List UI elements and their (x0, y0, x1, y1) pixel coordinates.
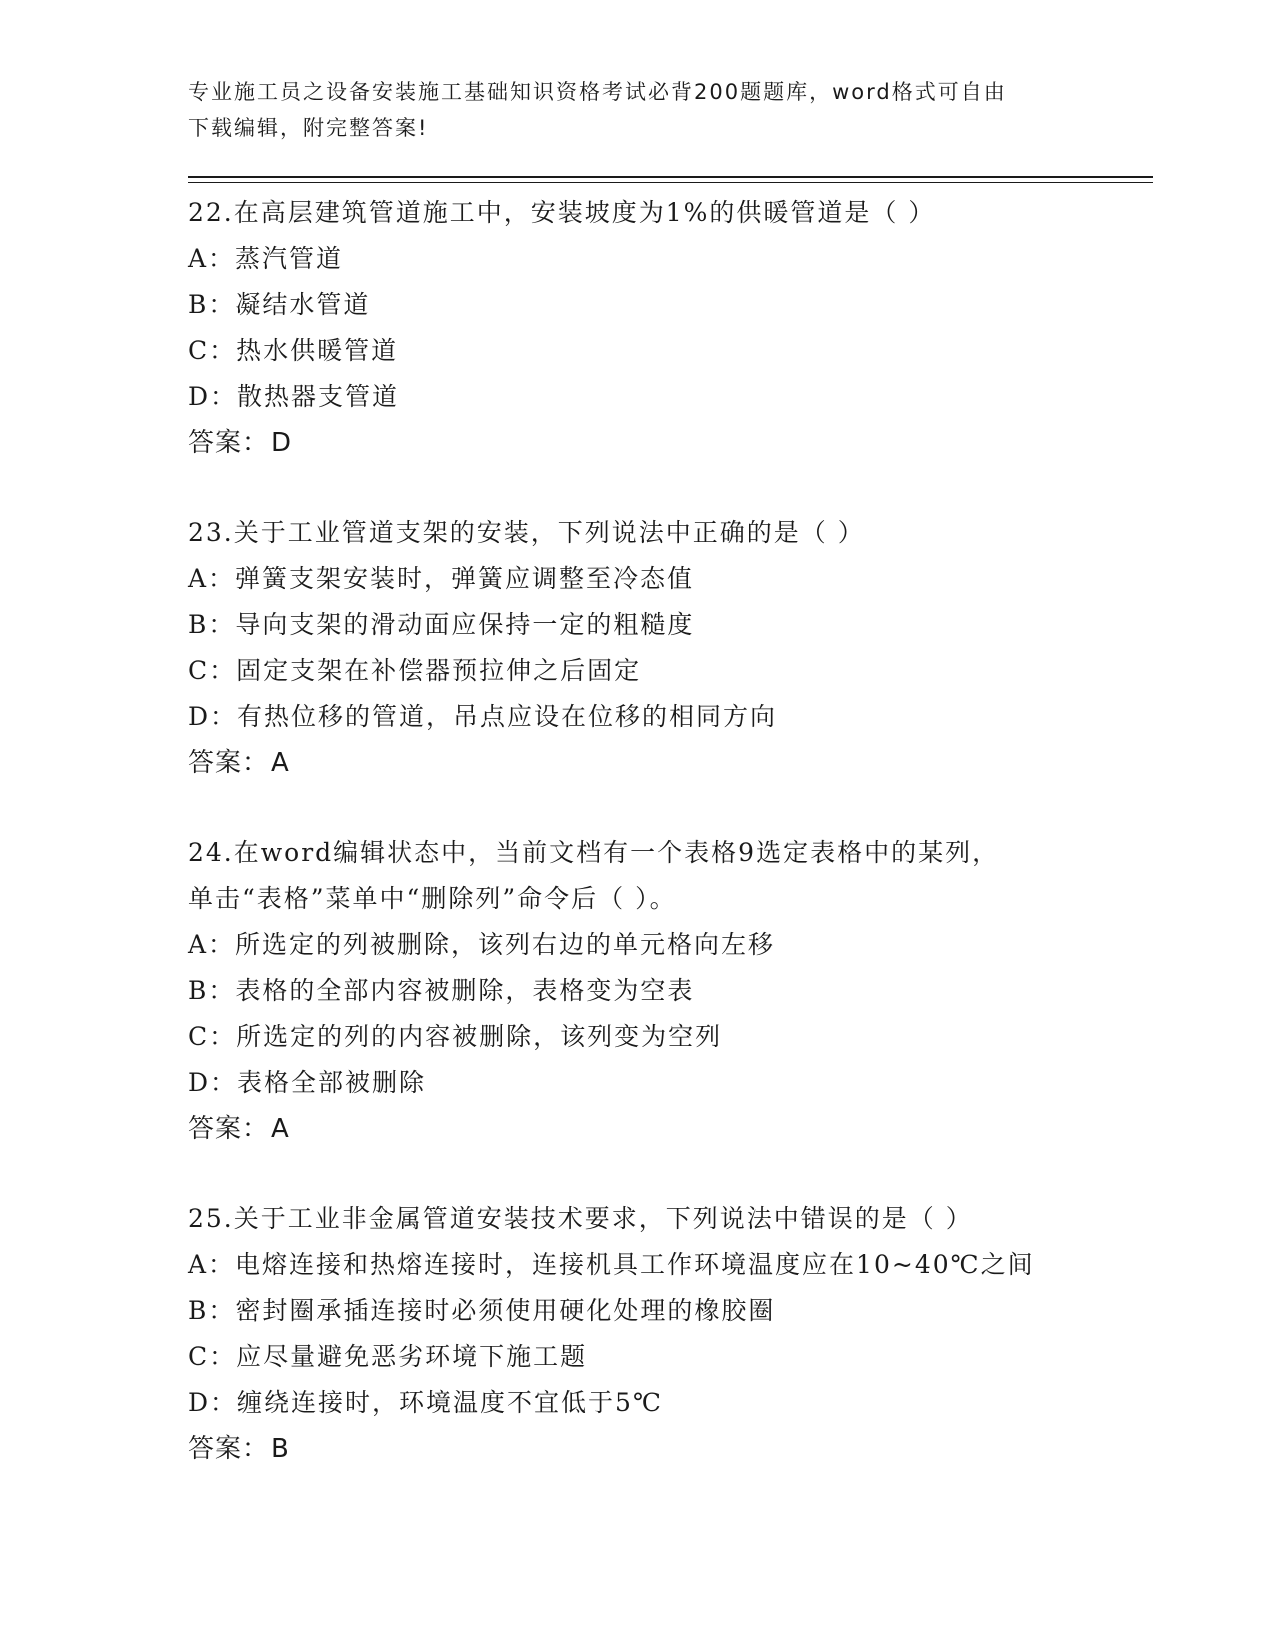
option-b: B：表格的全部内容被删除，表格变为空表 (188, 976, 695, 1005)
option-c: C：所选定的列的内容被删除，该列变为空列 (188, 1022, 723, 1051)
header-divider-thin (188, 182, 1153, 183)
question-list (188, 190, 1148, 1516)
question-stem: 23.关于工业管道支架的安装，下列说法中正确的是（ ） (188, 518, 865, 547)
option-d: D：有热位移的管道，吊点应设在位移的相同方向 (188, 702, 778, 731)
answer-value: A (271, 1114, 290, 1144)
header-divider-thick (188, 176, 1153, 178)
answer-line (188, 420, 1148, 466)
answer-label: 答案： (188, 1114, 270, 1144)
question-stem-continued: 单击“表格”菜单中“删除列”命令后（ ）。 (188, 884, 677, 913)
answer-value: B (271, 1434, 290, 1464)
option-c: C：应尽量避免恶劣环境下施工题 (188, 1342, 588, 1371)
option-a: A：电熔连接和热熔连接时，连接机具工作环境温度应在10~40℃之间 (188, 1250, 1035, 1279)
option-c: C：热水供暖管道 (188, 336, 399, 365)
option-d: D：缠绕连接时，环境温度不宜低于5℃ (188, 1388, 663, 1417)
header-line-1: 专业施工员之设备安装施工基础知识资格考试必背200题题库，word格式可自由 (188, 80, 1007, 104)
document-header (188, 74, 1088, 146)
question-24 (188, 830, 1148, 1152)
option-b: B：导向支架的滑动面应保持一定的粗糙度 (188, 610, 695, 639)
answer-label: 答案： (188, 428, 270, 458)
question-stem: 25.关于工业非金属管道安装技术要求，下列说法中错误的是（ ） (188, 1204, 973, 1233)
option-d: D：散热器支管道 (188, 382, 400, 411)
question-stem: 22.在高层建筑管道施工中，安装坡度为1%的供暖管道是（ ） (188, 198, 936, 227)
answer-label: 答案： (188, 748, 270, 778)
answer-line (188, 740, 1148, 786)
question-22 (188, 190, 1148, 466)
answer-line (188, 1106, 1148, 1152)
answer-value: A (271, 748, 290, 778)
option-b: B：密封圈承插连接时必须使用硬化处理的橡胶圈 (188, 1296, 776, 1325)
question-23 (188, 510, 1148, 786)
option-a: A：所选定的列被删除，该列右边的单元格向左移 (188, 930, 776, 959)
option-c: C：固定支架在补偿器预拉伸之后固定 (188, 656, 642, 685)
answer-label: 答案： (188, 1434, 270, 1464)
question-stem: 24.在word编辑状态中，当前文档有一个表格9选定表格中的某列， (188, 838, 1000, 867)
answer-value: D (271, 428, 293, 458)
question-25 (188, 1196, 1148, 1472)
option-a: A：弹簧支架安装时，弹簧应调整至冷态值 (188, 564, 695, 593)
option-a: A：蒸汽管道 (188, 244, 344, 273)
header-line-2: 下载编辑，附完整答案! (188, 116, 429, 140)
answer-line (188, 1426, 1148, 1472)
option-b: B：凝结水管道 (188, 290, 371, 319)
option-d: D：表格全部被删除 (188, 1068, 427, 1097)
